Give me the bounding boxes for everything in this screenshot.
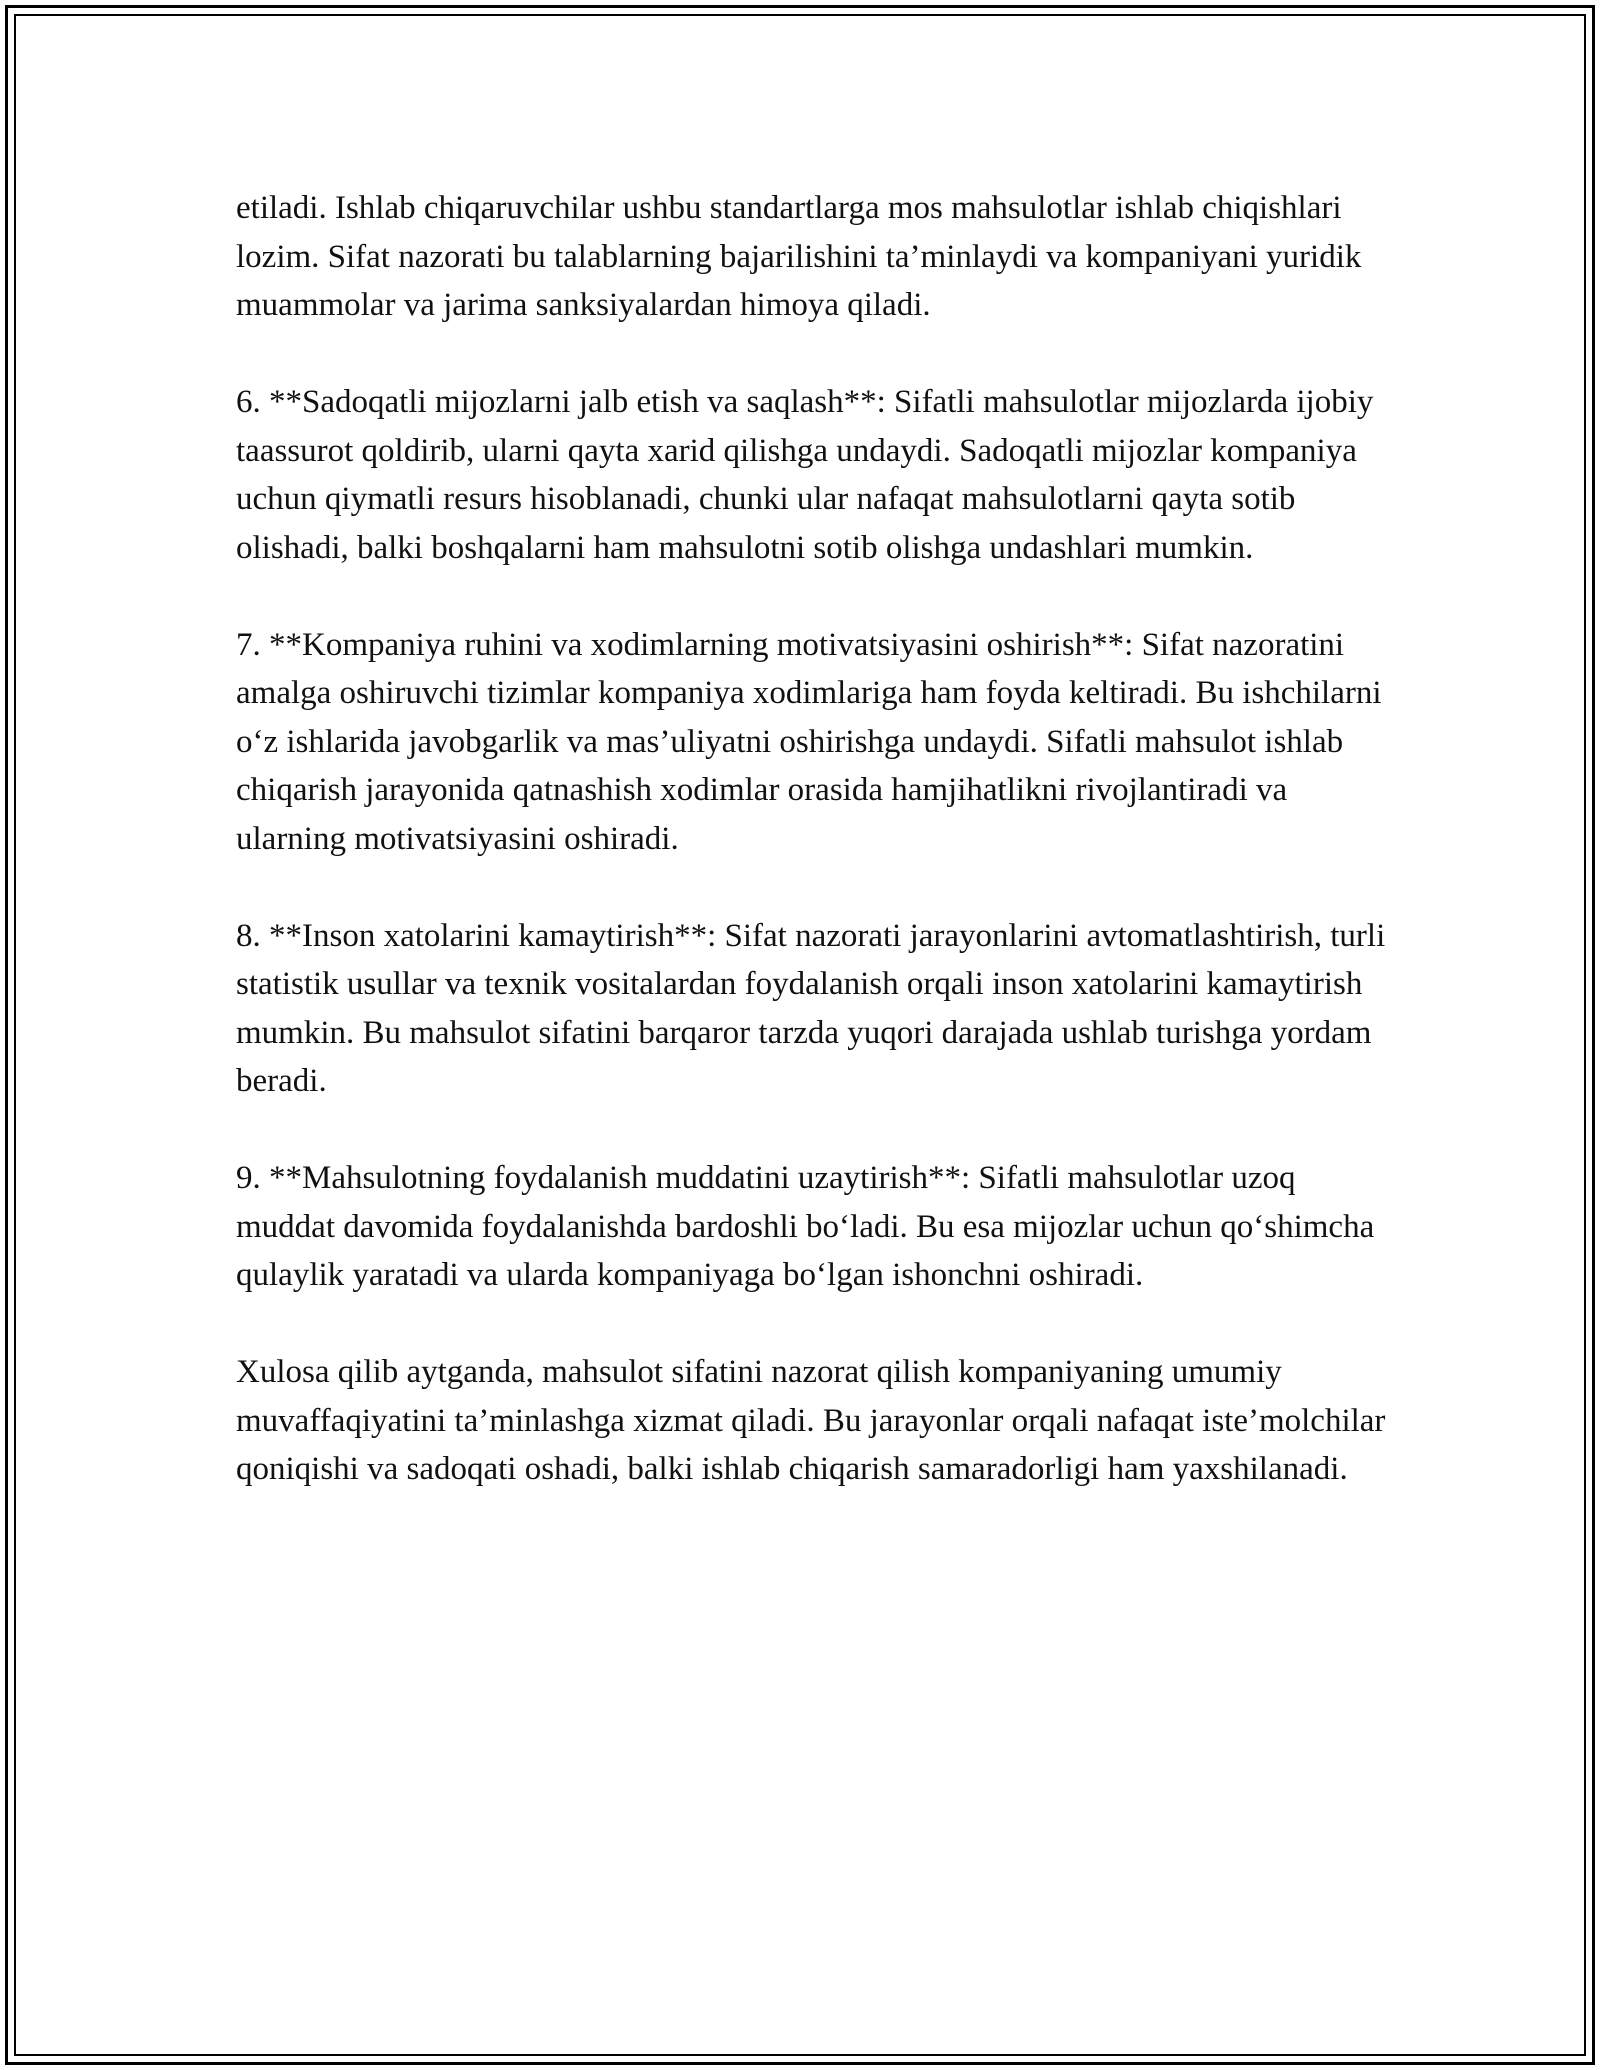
paragraph-item-6: 6. **Sadoqatli mijozlarni jalb etish va saqlash**: Sifatli mahsulotlar mijozlarda ijobiy taassurot qoldirib, ularni qayta xarid qilishga undaydi. Sadoqatli mijozlar kompaniya uchun qiymatli resurs hisoblanadi, chunki ular nafaqat mahsulotlarni qayta sotib olishadi, balki boshqalarni ham mahsulotni sotib olishga undashlari mumkin. — [236, 384, 1374, 566]
paragraph-item-9: 9. **Mahsulotning foydalanish muddatini uzaytirish**: Sifatli mahsulotlar uzoq muddat davomida foydalanishda bardoshli bo‘ladi. Bu esa mijozlar uchun qo‘shimcha qulaylik yaratadi va ularda kompaniyaga bo‘lgan ishonchni oshiradi. — [236, 1160, 1375, 1293]
document-body — [236, 184, 1386, 1494]
paragraph-item-7: 7. **Kompaniya ruhini va xodimlarning motivatsiyasini oshirish**: Sifat nazoratini amalga oshiruvchi tizimlar kompaniya xodimlariga ham foyda keltiradi. Bu ishchilarni o‘z ishlarida javobgarlik va mas’uliyatni oshirishga undaydi. Sifatli mahsulot ishlab chiqarish jarayonida qatnashish xodimlar orasida hamjihatlikni rivojlantiradi va ularning motivatsiyasini oshiradi. — [236, 626, 1382, 857]
paragraph-item-8: 8. **Inson xatolarini kamaytirish**: Sifat nazorati jarayonlarini avtomatlashtirish, turli statistik usullar va texnik vositalardan foydalanish orqali inson xatolarini kamaytirish mumkin. Bu mahsulot sifatini barqaror tarzda yuqori darajada ushlab turishga yordam beradi. — [236, 917, 1386, 1099]
paragraph-continuation: etiladi. Ishlab chiqaruvchilar ushbu standartlarga mos mahsulotlar ishlab chiqishlari lozim. Sifat nazorati bu talablarning bajarilishini ta’minlaydi va kompaniyani yuridik muammolar va jarima sanksiyalardan himoya qiladi. — [236, 190, 1362, 323]
paragraph-conclusion: Xulosa qilib aytganda, mahsulot sifatini nazorat qilish kompaniyaning umumiy muvaffaqiyatini ta’minlashga xizmat qiladi. Bu jarayonlar orqali nafaqat iste’molchilar qoniqishi va sadoqati oshadi, balki ishlab chiqarish samaradorligi ham yaxshilanadi. — [236, 1354, 1386, 1487]
